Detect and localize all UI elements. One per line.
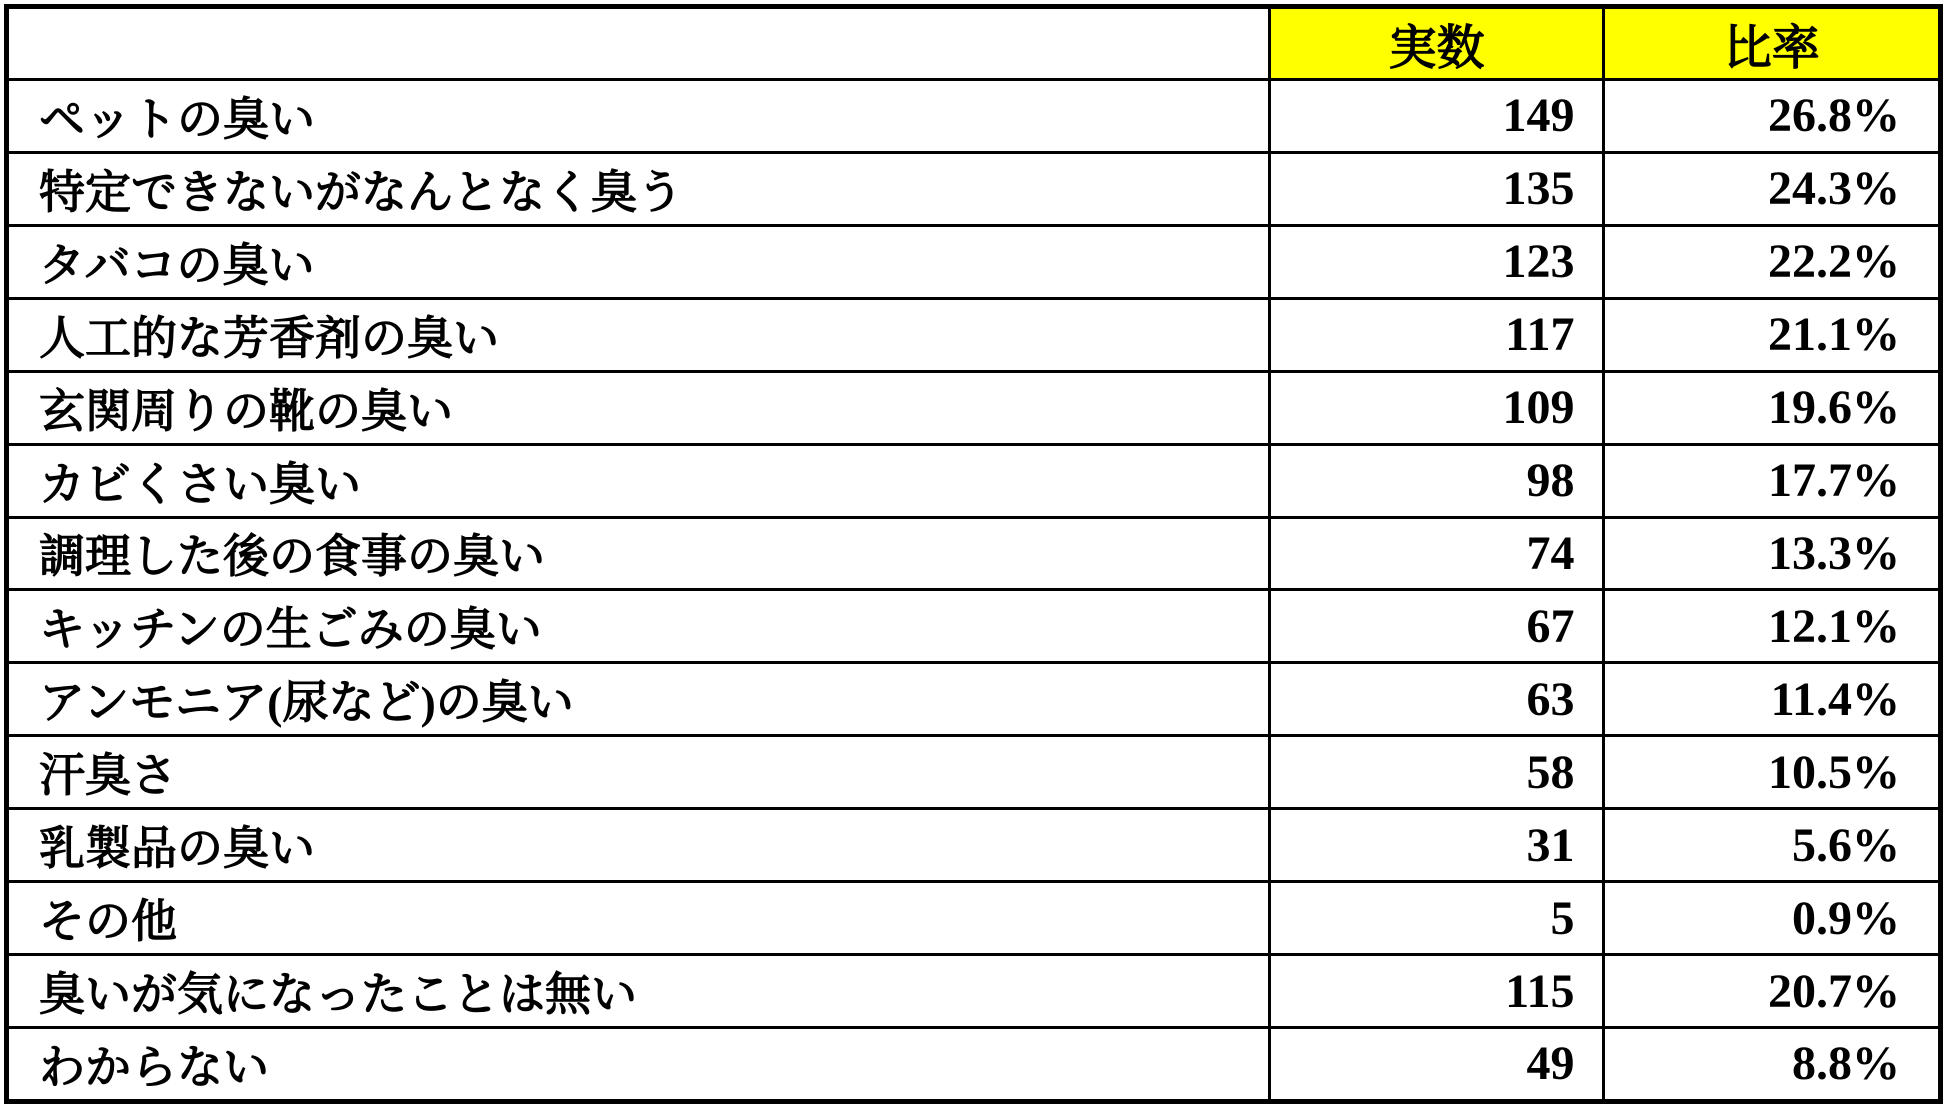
row-label: ペットの臭い <box>7 80 1270 153</box>
table-row <box>7 663 1941 736</box>
row-ratio: 10.5% <box>1604 736 1941 809</box>
row-count: 63 <box>1269 663 1604 736</box>
row-label: 人工的な芳香剤の臭い <box>7 298 1270 371</box>
row-ratio: 5.6% <box>1604 809 1941 882</box>
header-row <box>7 7 1941 80</box>
row-label: 臭いが気になったことは無い <box>7 955 1270 1028</box>
row-ratio: 8.8% <box>1604 1027 1941 1101</box>
row-count: 149 <box>1269 80 1604 153</box>
row-ratio: 11.4% <box>1604 663 1941 736</box>
row-label: 乳製品の臭い <box>7 809 1270 882</box>
table-row <box>7 590 1941 663</box>
table-row <box>7 809 1941 882</box>
row-label: アンモニア(尿など)の臭い <box>7 663 1270 736</box>
row-label: 特定できないがなんとなく臭う <box>7 152 1270 225</box>
table-row <box>7 955 1941 1028</box>
odor-survey-table <box>4 4 1943 1104</box>
table-header <box>7 7 1941 80</box>
row-ratio: 13.3% <box>1604 517 1941 590</box>
row-count: 49 <box>1269 1027 1604 1101</box>
row-label: その他 <box>7 882 1270 955</box>
table-row <box>7 1027 1941 1101</box>
row-count: 115 <box>1269 955 1604 1028</box>
row-ratio: 20.7% <box>1604 955 1941 1028</box>
row-ratio: 26.8% <box>1604 80 1941 153</box>
table-body <box>7 80 1941 1102</box>
row-ratio: 22.2% <box>1604 225 1941 298</box>
table-row <box>7 152 1941 225</box>
table-row <box>7 444 1941 517</box>
row-label: カビくさい臭い <box>7 444 1270 517</box>
row-count: 74 <box>1269 517 1604 590</box>
row-count: 98 <box>1269 444 1604 517</box>
row-count: 31 <box>1269 809 1604 882</box>
row-ratio: 17.7% <box>1604 444 1941 517</box>
table-row <box>7 225 1941 298</box>
row-count: 109 <box>1269 371 1604 444</box>
table-row <box>7 736 1941 809</box>
table-row <box>7 517 1941 590</box>
row-label: タバコの臭い <box>7 225 1270 298</box>
row-count: 5 <box>1269 882 1604 955</box>
row-label: 玄関周りの靴の臭い <box>7 371 1270 444</box>
table-row <box>7 371 1941 444</box>
row-count: 123 <box>1269 225 1604 298</box>
row-count: 135 <box>1269 152 1604 225</box>
row-label: 汗臭さ <box>7 736 1270 809</box>
row-ratio: 24.3% <box>1604 152 1941 225</box>
row-count: 67 <box>1269 590 1604 663</box>
table-row <box>7 882 1941 955</box>
header-empty-cell <box>7 7 1270 80</box>
row-ratio: 21.1% <box>1604 298 1941 371</box>
row-label: わからない <box>7 1027 1270 1101</box>
row-label: キッチンの生ごみの臭い <box>7 590 1270 663</box>
row-ratio: 12.1% <box>1604 590 1941 663</box>
table-row <box>7 80 1941 153</box>
header-count-cell: 実数 <box>1269 7 1604 80</box>
table-row <box>7 298 1941 371</box>
row-label: 調理した後の食事の臭い <box>7 517 1270 590</box>
row-count: 58 <box>1269 736 1604 809</box>
row-ratio: 19.6% <box>1604 371 1941 444</box>
row-ratio: 0.9% <box>1604 882 1941 955</box>
row-count: 117 <box>1269 298 1604 371</box>
header-ratio-cell: 比率 <box>1604 7 1941 80</box>
